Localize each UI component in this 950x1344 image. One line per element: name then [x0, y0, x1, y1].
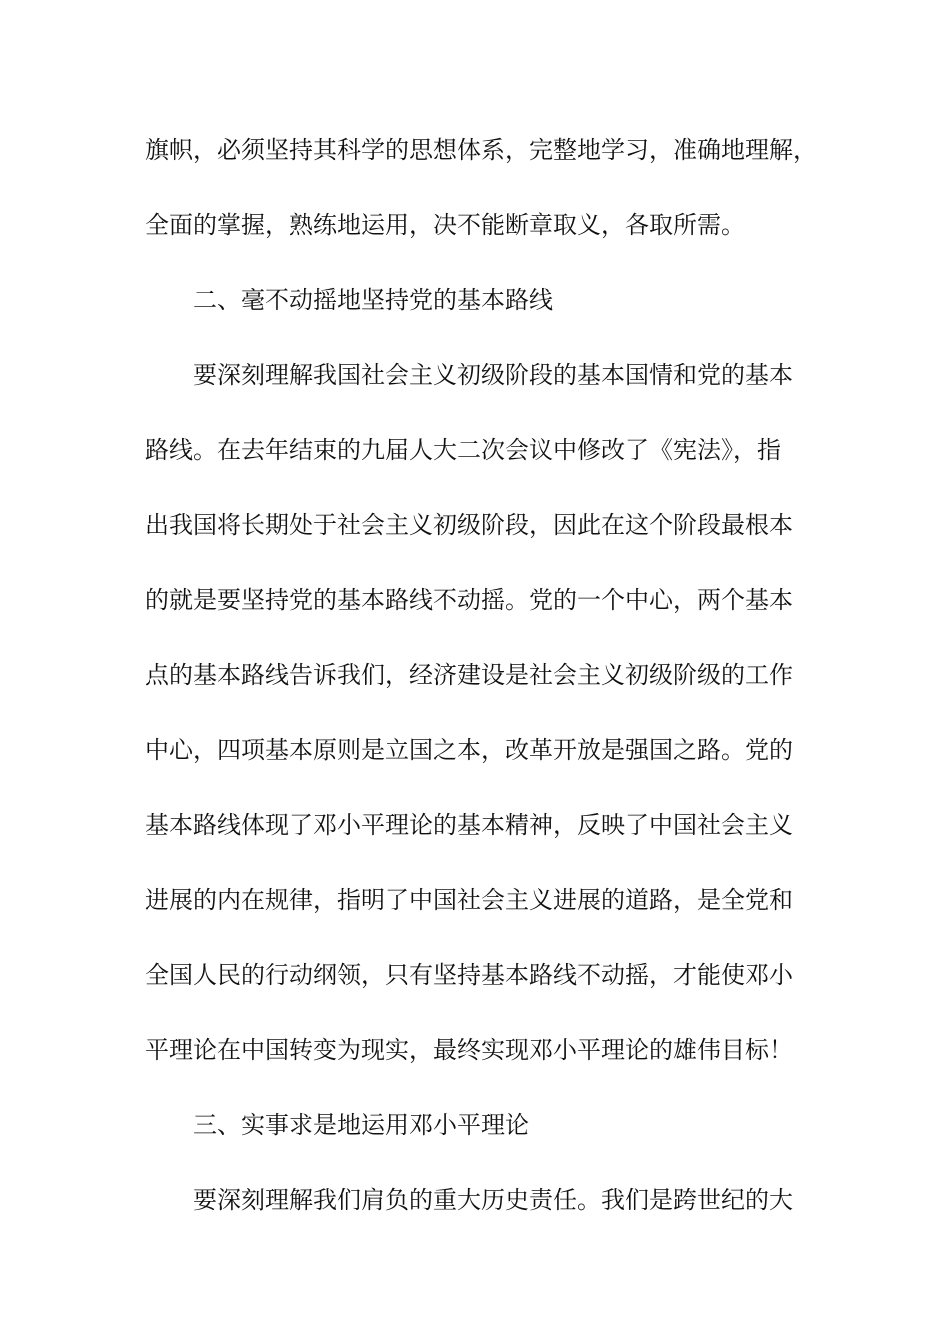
text-line-8: 点的基本路线告诉我们，经济建设是社会主义初级阶级的工作	[145, 661, 793, 689]
text-line-1: 旗帜，必须坚持其科学的思想体系，完整地学习，准确地理解，	[145, 136, 817, 164]
text-line-13: 平理论在中国转变为现实，最终实现邓小平理论的雄伟目标！	[145, 1036, 793, 1064]
text-line-7: 的就是要坚持党的基本路线不动摇。党的一个中心，两个基本	[145, 586, 793, 614]
section-heading-3: 三、实事求是地运用邓小平理论	[193, 1111, 529, 1139]
text-line-9: 中心，四项基本原则是立国之本，改革开放是强国之路。党的	[145, 736, 793, 764]
section-heading-2: 二、毫不动摇地坚持党的基本路线	[193, 286, 553, 314]
text-line-5: 路线。在去年结束的九届人大二次会议中修改了《宪法》，指	[145, 436, 781, 464]
text-line-11: 进展的内在规律，指明了中国社会主义进展的道路，是全党和	[145, 886, 793, 914]
text-line-6: 出我国将长期处于社会主义初级阶段，因此在这个阶段最根本	[145, 511, 793, 539]
text-line-10: 基本路线体现了邓小平理论的基本精神，反映了中国社会主义	[145, 811, 793, 839]
text-line-2: 全面的掌握，熟练地运用，决不能断章取义，各取所需。	[145, 211, 745, 239]
text-line-12: 全国人民的行动纲领，只有坚持基本路线不动摇，才能使邓小	[145, 961, 793, 989]
text-line-4: 要深刻理解我国社会主义初级阶段的基本国情和党的基本	[193, 361, 793, 389]
text-line-15: 要深刻理解我们肩负的重大历史责任。我们是跨世纪的大	[193, 1186, 793, 1214]
